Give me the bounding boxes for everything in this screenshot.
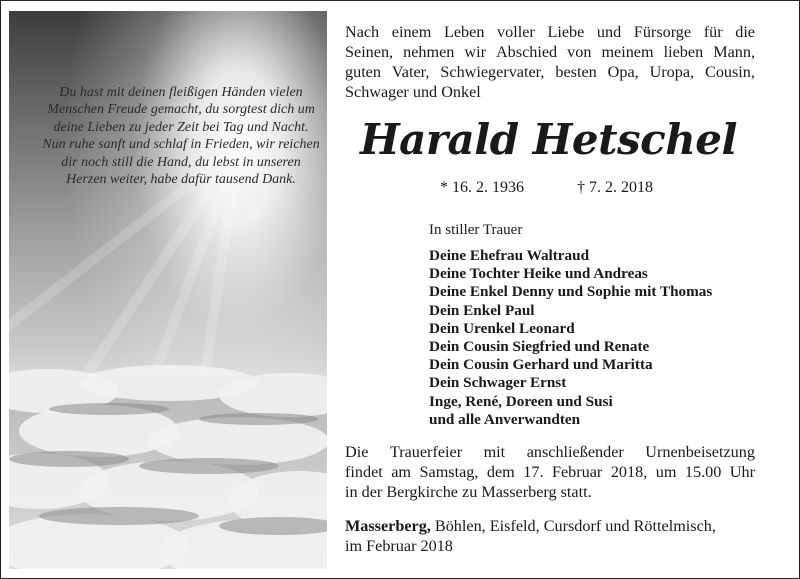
poem-line: deine Lieben zu jeder Zeit bei Tag und Nacht. <box>53 119 309 135</box>
word: nehmen <box>403 43 455 61</box>
word: Mann, <box>713 43 755 61</box>
poem-line: Menschen Freude gemacht, du sorgtest dich um <box>47 102 315 118</box>
intro-line <box>345 82 755 102</box>
date-line: im Februar 2018 <box>345 537 453 555</box>
word: einem <box>391 23 432 41</box>
birth-date: * 16. 2. 1936 <box>440 179 524 196</box>
word: die <box>735 23 755 41</box>
service-line <box>345 442 755 462</box>
word: Uhr <box>729 463 755 481</box>
word: Die <box>345 443 369 461</box>
word: voller <box>497 23 535 41</box>
poem-line: dir noch still die Hand, du lebst in unseren <box>61 154 301 170</box>
intro-line <box>345 42 755 62</box>
mourner: Deine Ehefrau Waltraud <box>429 247 590 264</box>
intro-line <box>345 22 755 42</box>
mourner: Dein Urenkel Leonard <box>429 319 575 337</box>
death-date: † 7. 2. 2018 <box>577 179 653 196</box>
word: Abschied <box>495 43 558 61</box>
word: findet <box>345 463 383 481</box>
mourner: Inge, René, Doreen und Susi <box>429 392 613 410</box>
word: 17. <box>523 463 544 481</box>
word: anschließender <box>526 443 624 461</box>
word: mit <box>483 443 506 461</box>
word: Februar <box>551 463 603 481</box>
memorial-poem <box>31 84 327 188</box>
word: Opa, <box>607 63 639 81</box>
word: lieben <box>663 43 704 61</box>
word: Urnenbeisetzung <box>645 443 755 461</box>
mourner: Dein Cousin Siegfried und Renate <box>429 338 650 356</box>
word: Vater, <box>391 63 430 81</box>
word: am <box>391 463 412 481</box>
mourners-list <box>429 247 712 429</box>
intro-line <box>345 62 755 82</box>
word: Schwager und Onkel <box>345 83 481 101</box>
mourning-heading: In stiller Trauer <box>429 222 523 238</box>
place-rest: Böhlen, Eisfeld, Cursdorf und Röttelmisch, <box>430 517 716 535</box>
mourner: Dein Enkel Paul <box>429 301 535 319</box>
word: Trauerfeier <box>389 443 463 461</box>
town-name: Masserberg, <box>345 517 431 535</box>
word: Schwiegervater, <box>440 63 545 81</box>
word: wir <box>464 43 486 61</box>
service-line <box>345 462 755 482</box>
word: dem <box>486 463 515 481</box>
service-line <box>345 482 755 502</box>
mourner: und alle Anverwandten <box>429 410 581 428</box>
word: guten <box>345 63 381 81</box>
word: Nach <box>345 23 380 41</box>
word: Seinen, <box>345 43 394 61</box>
poem-line: Du hast mit deinen fleißigen Händen vielen <box>59 85 303 100</box>
word: Fürsorge <box>633 23 692 41</box>
mourner: Dein Schwager Ernst <box>429 374 567 392</box>
word: 15.00 <box>684 463 722 481</box>
intro-text <box>345 22 755 102</box>
mourner: Deine Enkel Denny und Sophie mit Thomas <box>429 283 713 301</box>
word: und <box>596 23 622 41</box>
place-line <box>345 516 755 536</box>
deceased-name: Harald Hetschel <box>360 115 737 164</box>
word: Uropa, <box>649 63 695 81</box>
mourner: Deine Tochter Heike und Andreas <box>429 265 648 283</box>
word: meinem <box>601 43 654 61</box>
word: besten <box>555 63 597 81</box>
poem-line: Herzen weiter, habe dafür tausend Dank. <box>66 172 296 188</box>
word: Cousin, <box>705 63 755 81</box>
word: Leben <box>443 23 485 41</box>
word: für <box>703 23 723 41</box>
word: von <box>567 43 592 61</box>
poem-line: Nun ruhe sanft und schlaf in Frieden, wir reichen <box>42 137 320 153</box>
sky-clouds-photo <box>9 11 327 569</box>
funeral-service-text <box>345 442 755 502</box>
word: 2018, <box>610 463 648 481</box>
word: Samstag, <box>419 463 479 481</box>
word: Liebe <box>547 23 585 41</box>
word: in der Bergkirche zu Masserberg statt. <box>345 483 592 501</box>
mourner: Dein Cousin Gerhard und Maritta <box>429 356 653 374</box>
place-and-date <box>345 516 755 556</box>
word: um <box>655 463 677 481</box>
